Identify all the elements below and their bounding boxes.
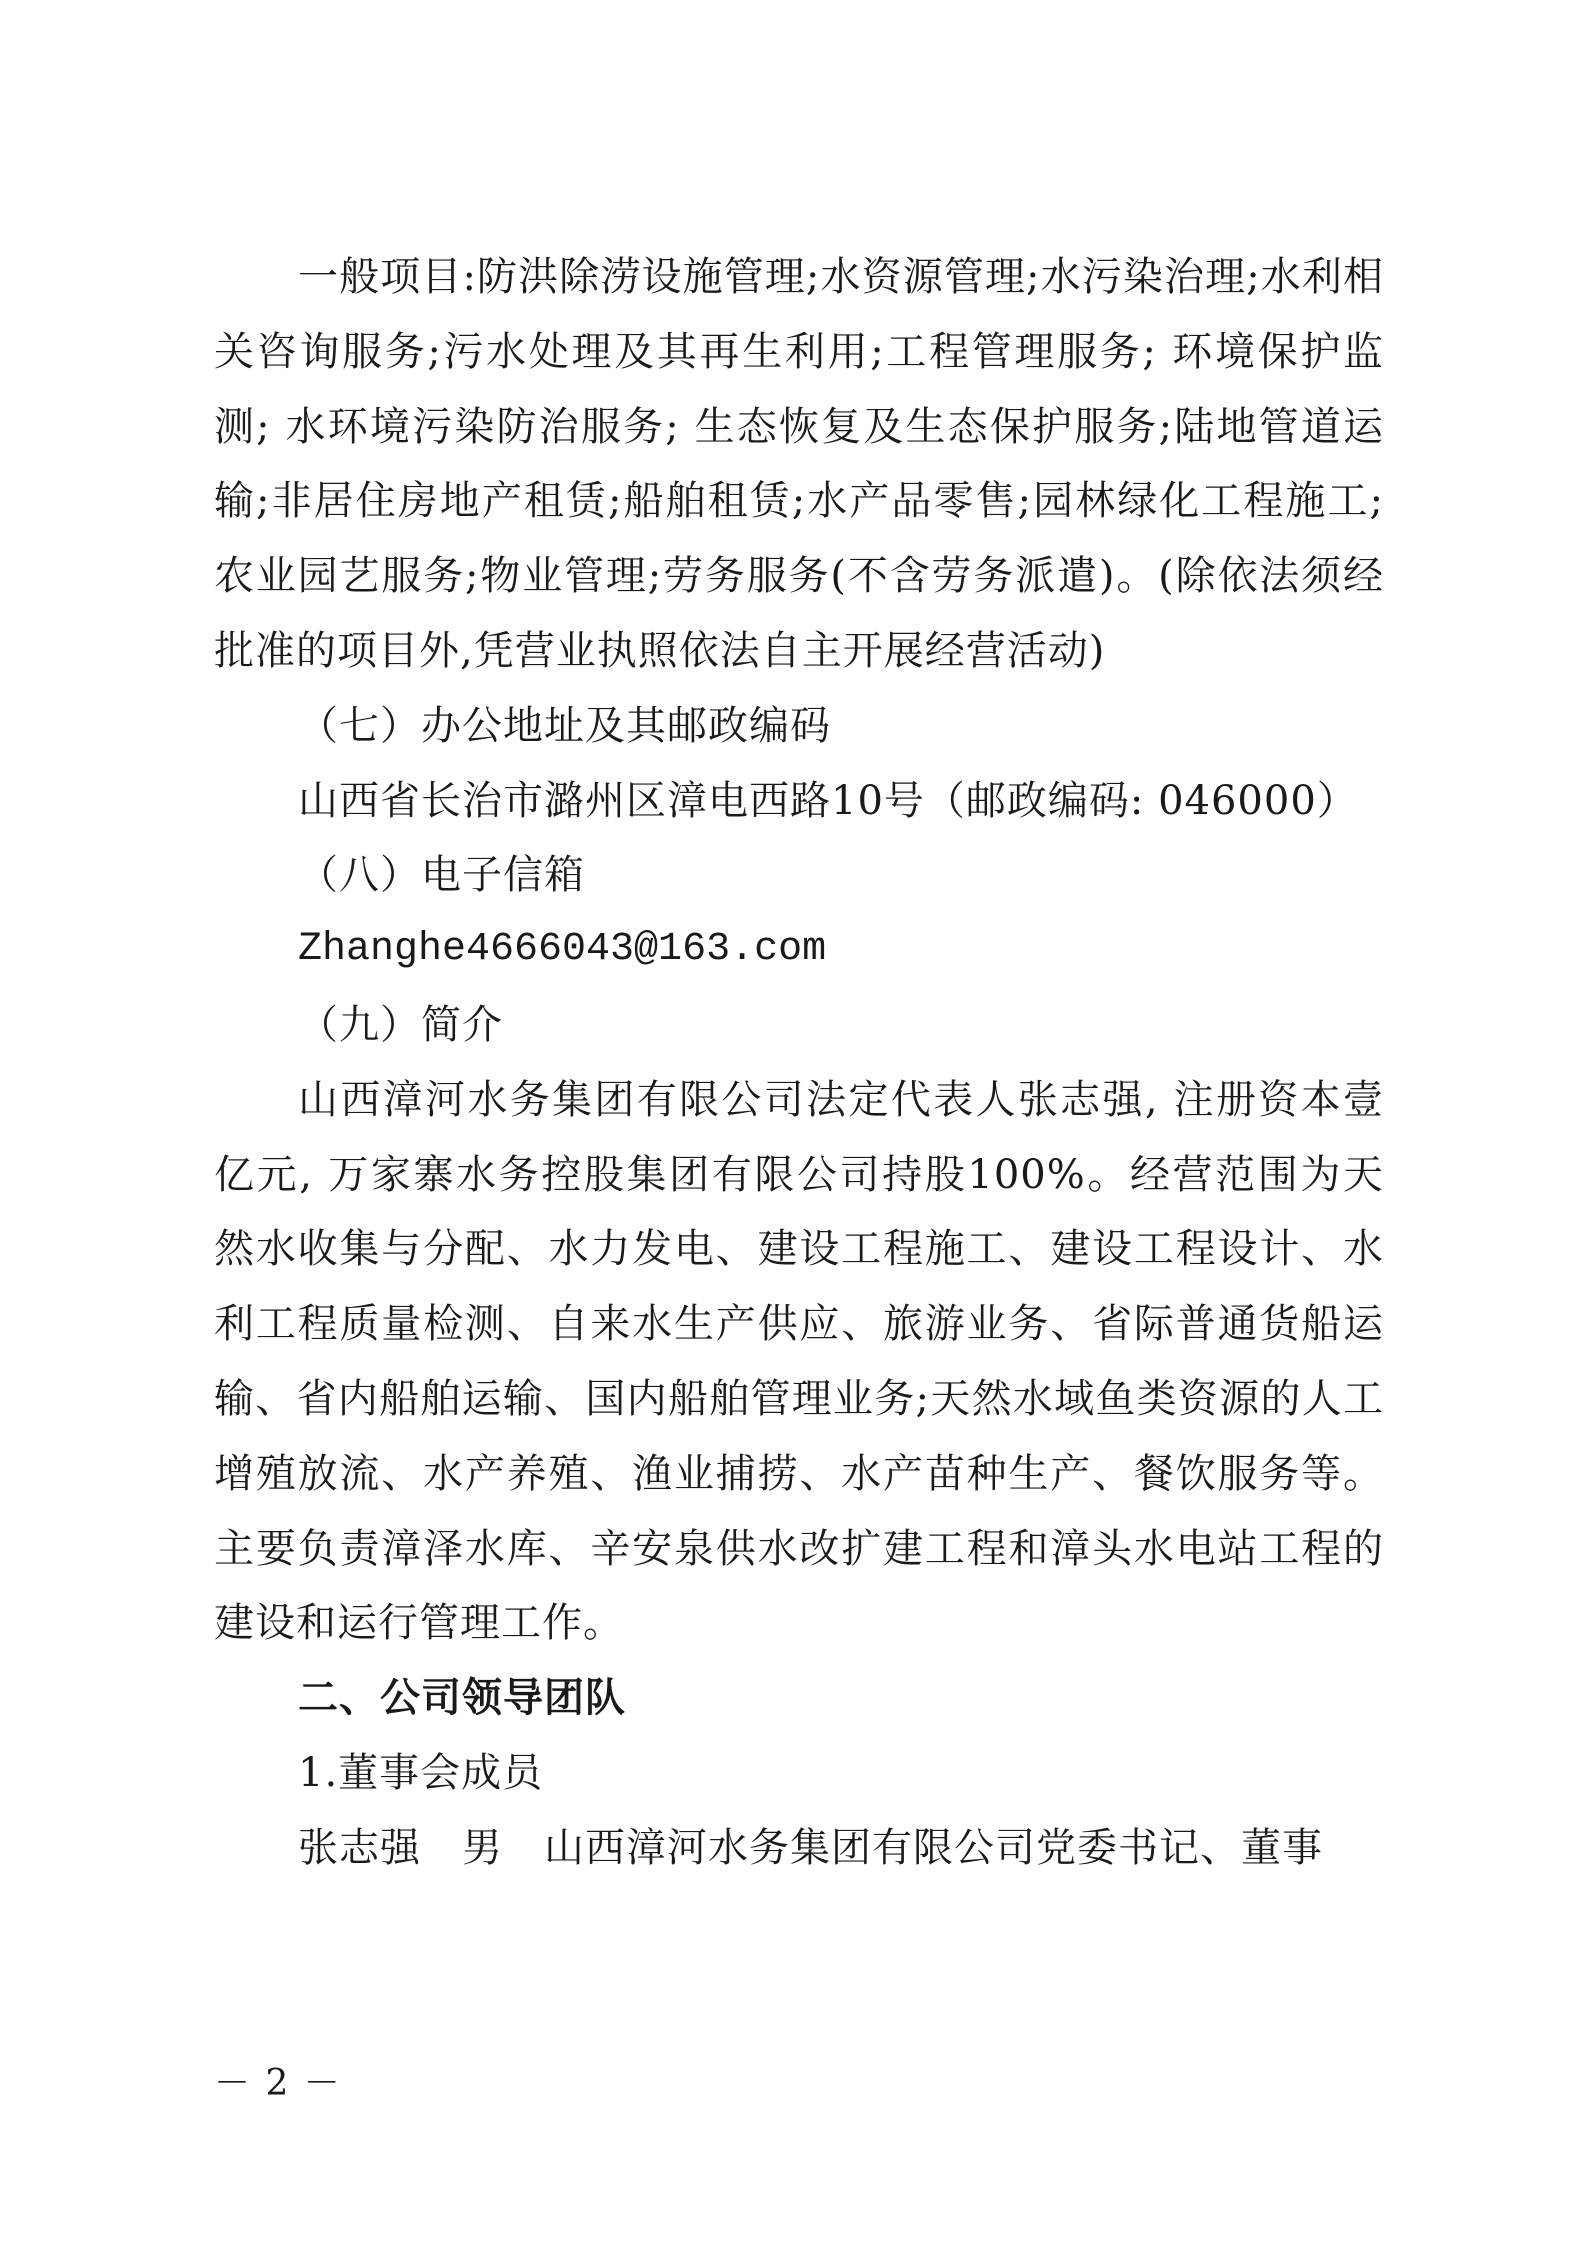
page-number: － 2 －: [214, 2063, 342, 2104]
company-intro-paragraph: 山西漳河水务集团有限公司法定代表人张志强, 注册资本壹亿元, 万家寨水务控股集团有限公司持股100%。经营范围为天然水收集与分配、水力发电、建设工程施工、建设工程设计、水利工程质量检测、自来水生产供应、旅游业务、省际普通货船运输、省内船舶运输、国内船舶管理业务;天然水域鱼类资源的人工增殖放流、水产养殖、渔业捕捞、水产苗种生产、餐饮服务等。主要负责漳泽水库、辛安泉供水改扩建工程和漳头水电站工程的建设和运行管理工作。: [214, 1076, 1384, 1647]
business-scope-paragraph: 一般项目:防洪除涝设施管理;水资源管理;水污染治理;水利相关咨询服务;污水处理及其再生利用;工程管理服务; 环境保护监测; 水环境污染防治服务; 生态恢复及生态保护服务;陆地管道运输;非居住房地产租赁;船舶租赁;水产品零售;园林绿化工程施工;农业园艺服务;物业管理;劳务服务(不含劳务派遣)。(除依法须经批准的项目外,凭营业执照依法自主开展经营活动): [214, 254, 1384, 674]
email-address-text: Zhanghe4666043@163.com: [298, 927, 827, 973]
section-intro-heading: （九）简介: [298, 1001, 503, 1048]
section-email-heading: （八）电子信箱: [298, 852, 585, 899]
document-body: [214, 240, 1384, 1886]
section-office-address-heading: （七）办公地址及其邮政编码: [298, 702, 831, 749]
office-address-text: 山西省长治市潞州区漳电西路10号（邮政编码: 046000）: [298, 777, 1358, 824]
board-members-subheading: 1.董事会成员: [298, 1749, 544, 1796]
leadership-team-heading: 二、公司领导团队: [298, 1675, 626, 1722]
board-member-entry: 张志强 男 山西漳河水务集团有限公司党委书记、董事: [298, 1824, 1323, 1871]
